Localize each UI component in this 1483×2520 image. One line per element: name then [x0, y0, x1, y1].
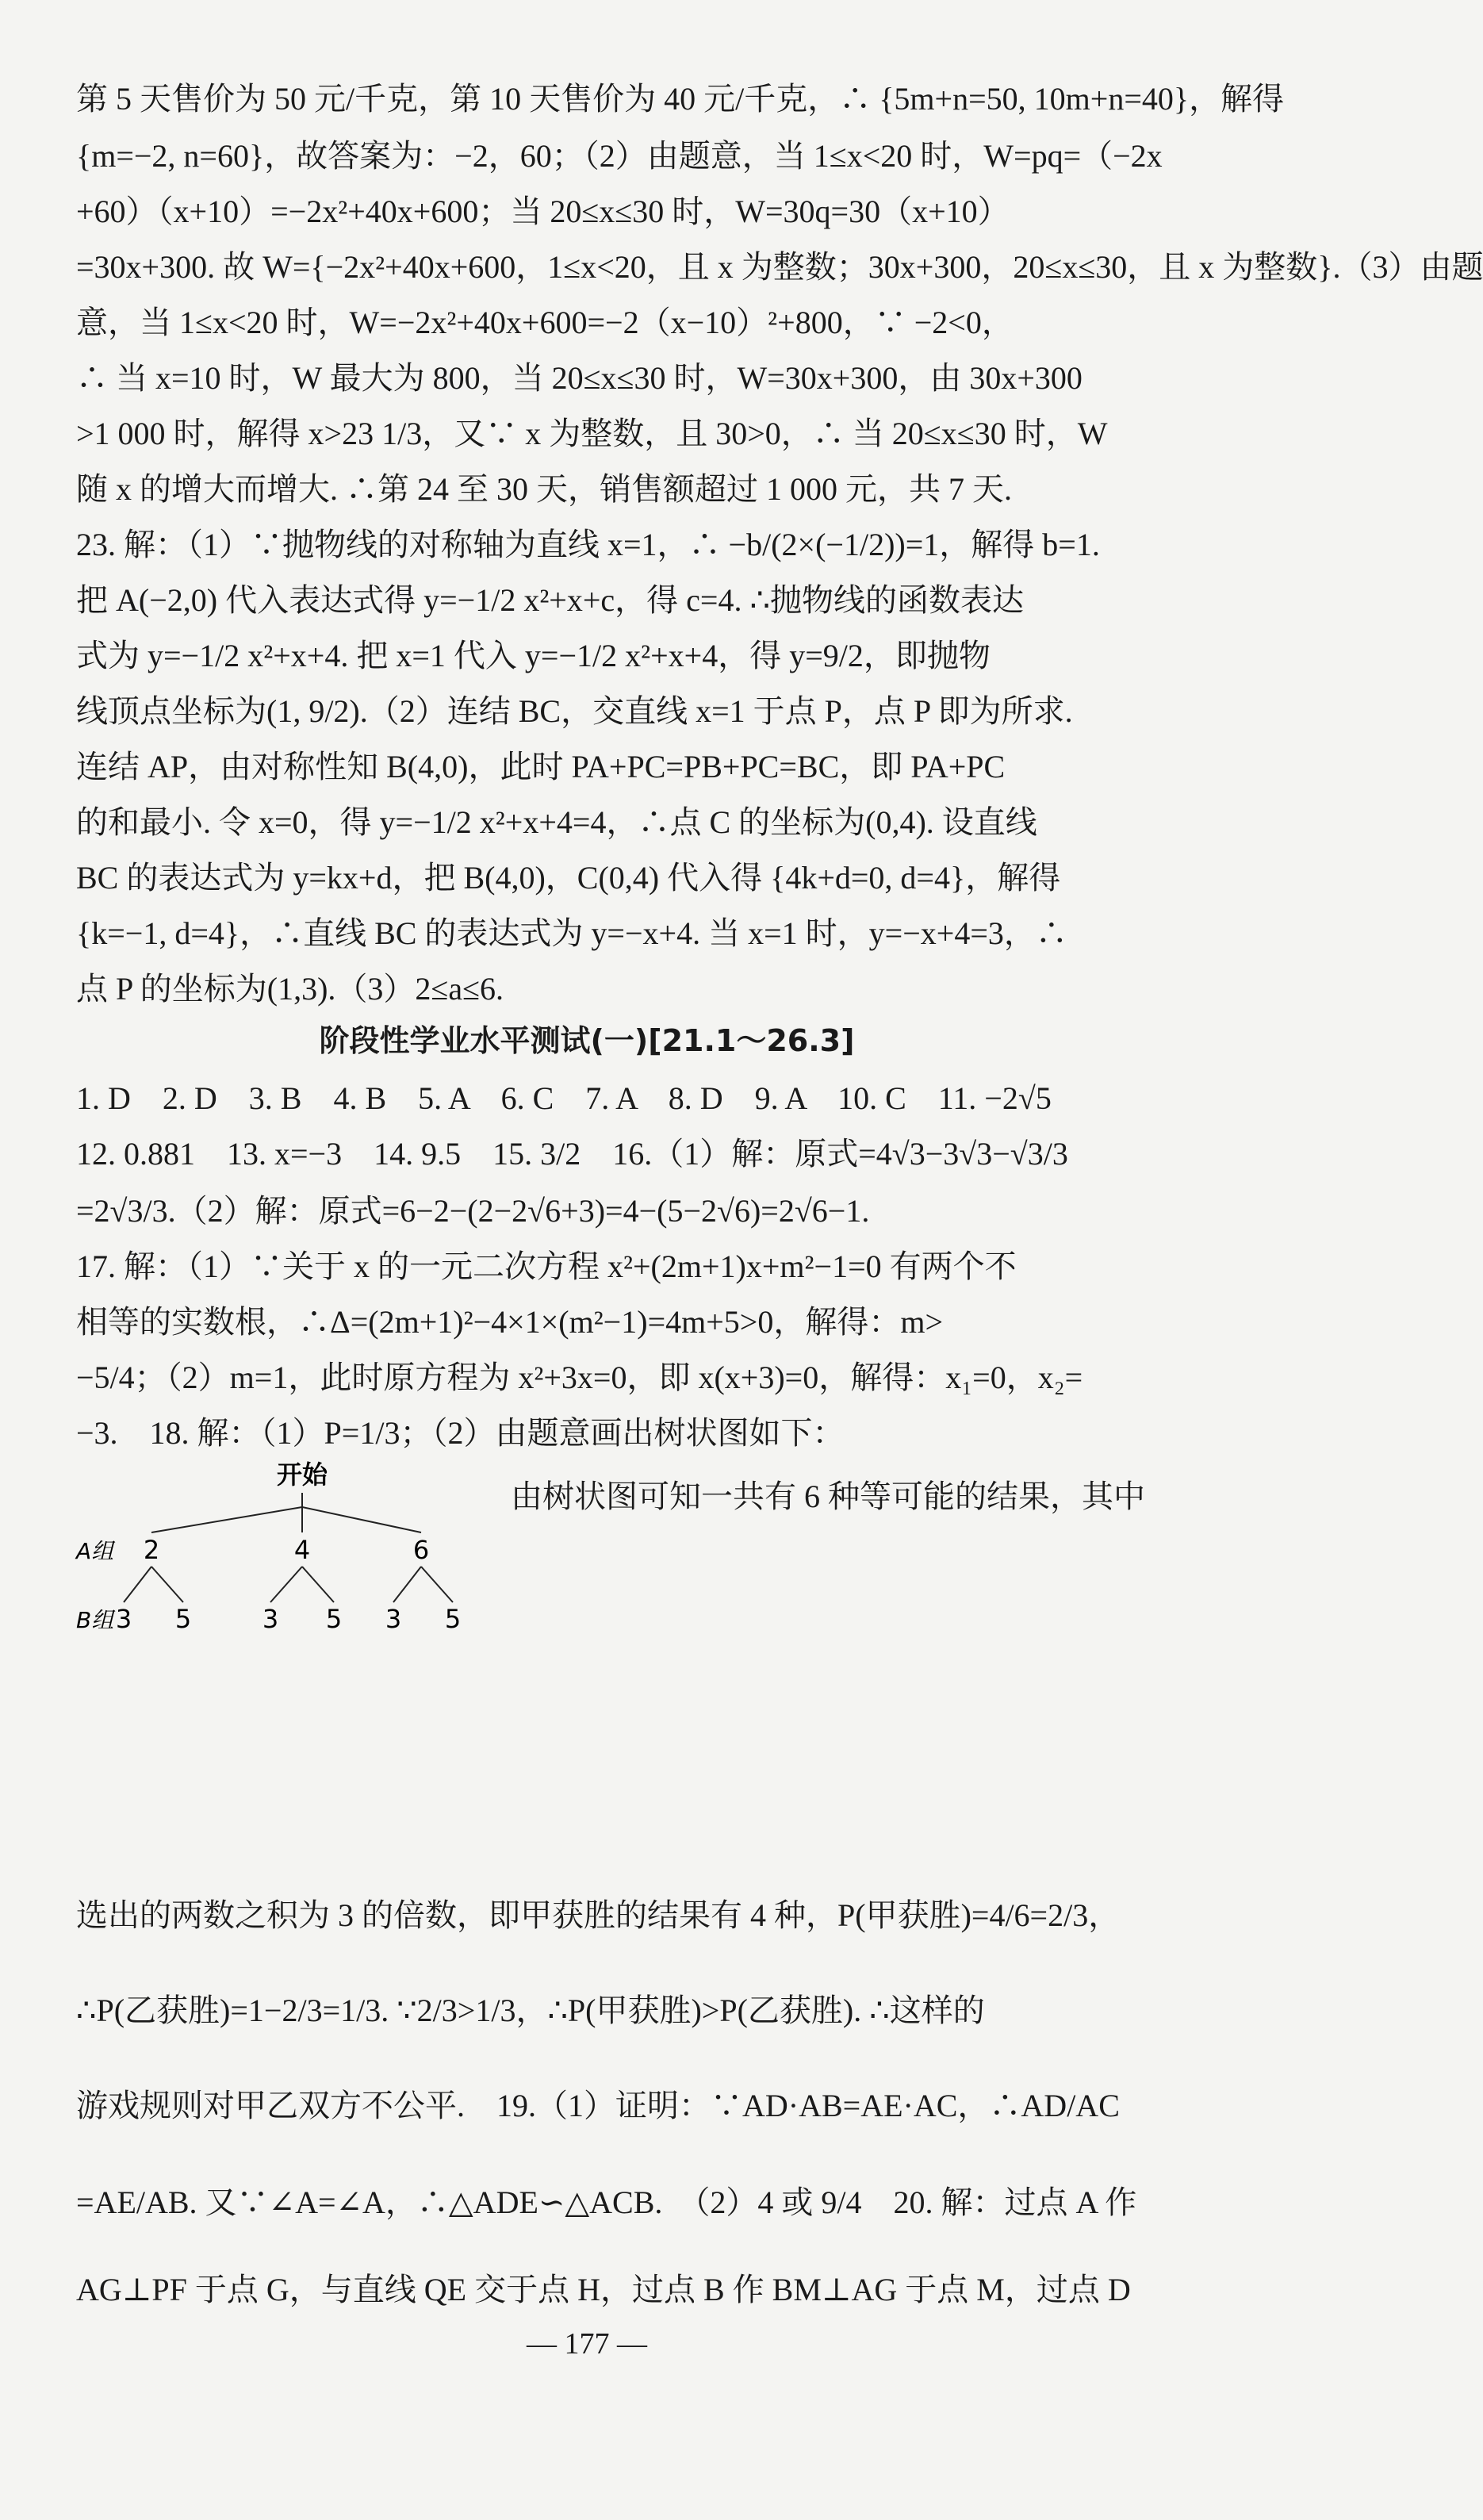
tree-node-a: 2	[143, 1535, 160, 1565]
tree-edge	[151, 1567, 183, 1602]
text-line: −5/4；（2）m=1，此时原方程为 x²+3x=0，即 x(x+3)=0，解得：x₁=0，x₂=	[76, 1360, 1083, 1395]
tree-node-b: 3	[115, 1604, 132, 1634]
page-number: — 177 —	[527, 2327, 647, 2361]
tree-node-a: 4	[293, 1535, 311, 1565]
tree-edge	[270, 1567, 302, 1602]
tree-edge	[393, 1567, 421, 1602]
text-line: 选出的两数之积为 3 的倍数，即甲获胜的结果有 4 种，P(甲获胜)=4/6=2/3，	[76, 1897, 1121, 1933]
text-line: 1. D 2. D 3. B 4. B 5. A 6. C 7. A 8. D 9. A 10. C 11. −2√5	[76, 1080, 1052, 1116]
tree-node-b: 3	[262, 1604, 279, 1634]
tree-row-b-label: B组	[76, 1607, 114, 1633]
tree-edge	[421, 1567, 453, 1602]
text-line: 23. 解：（1）∵抛物线的对称轴为直线 x=1，∴ −b/(2×(−1/2))=1，解得 b=1.	[76, 527, 1100, 562]
text-line: {m=−2, n=60}，故答案为：−2，60；（2）由题意，当 1≤x<20 时，W=pq=（−2x	[76, 138, 1163, 174]
text-line: 随 x 的增大而增大. ∴第 24 至 30 天，销售额超过 1 000 元，共 7 天.	[76, 471, 1012, 507]
tree-node-a: 6	[412, 1535, 430, 1565]
text-line: 游戏规则对甲乙双方不公平. 19.（1）证明：∵AD·AB=AE·AC，∴AD/AC	[76, 2088, 1120, 2123]
text-line: ∴ 当 x=10 时，W 最大为 800，当 20≤x≤30 时，W=30x+300，由 30x+300	[76, 360, 1083, 396]
text-line: >1 000 时，解得 x>23 1/3，又∵ x 为整数，且 30>0，∴ 当 20≤x≤30 时，W	[76, 416, 1108, 451]
tree-node-b: 5	[444, 1604, 462, 1634]
text-line: AG⊥PF 于点 G，与直线 QE 交于点 H，过点 B 作 BM⊥AG 于点 M，过点 D	[76, 2272, 1131, 2307]
text-line: −3. 18. 解：（1）P=1/3；（2）由题意画出树状图如下：	[76, 1415, 845, 1451]
text-line: 的和最小. 令 x=0，得 y=−1/2 x²+x+4=4，∴点 C 的坐标为(0,4). 设直线	[76, 804, 1037, 840]
tree-root-label: 开始	[276, 1459, 328, 1490]
tree-edge	[124, 1567, 151, 1602]
text-line: 把 A(−2,0) 代入表达式得 y=−1/2 x²+x+c，得 c=4. ∴抛物线的函数表达	[76, 582, 1024, 618]
tree-node-b: 5	[325, 1604, 343, 1634]
text-line: {k=−1, d=4}，∴直线 BC 的表达式为 y=−x+4. 当 x=1 时，y=−x+4=3，∴	[76, 915, 1067, 951]
text-line: 第 5 天售价为 50 元/千克，第 10 天售价为 40 元/千克，∴ {5m+n=50, 10m+n=40}，解得	[76, 81, 1285, 117]
text-line: 线顶点坐标为(1, 9/2).（2）连结 BC，交直线 x=1 于点 P，点 P 即为所求.	[76, 693, 1073, 729]
tree-node-b: 3	[385, 1604, 402, 1634]
text-line: 由树状图可知一共有 6 种等可能的结果，其中	[511, 1479, 1145, 1514]
text-line: =30x+300. 故 W={−2x²+40x+600，1≤x<20，且 x 为整数；30x+300，20≤x≤30，且 x 为整数}.（3）由题	[76, 249, 1483, 285]
text-line: 点 P 的坐标为(1,3).（3）2≤a≤6.	[76, 971, 504, 1007]
tree-row-a-label: A组	[76, 1538, 114, 1564]
text-line: BC 的表达式为 y=kx+d，把 B(4,0)，C(0,4) 代入得 {4k+d=0, d=4}，解得	[76, 860, 1061, 896]
section-title: 阶段性学业水平测试(一)[21.1～26.3]	[319, 1023, 855, 1058]
text-line: =2√3/3.（2）解：原式=6−2−(2−2√6+3)=4−(5−2√6)=2√6−1.	[76, 1193, 870, 1229]
text-line: ∴P(乙获胜)=1−2/3=1/3. ∵2/3>1/3，∴P(甲获胜)>P(乙获胜). ∴这样的	[76, 1993, 985, 2028]
text-line: 意，当 1≤x<20 时，W=−2x²+40x+600=−2（x−10）²+800，∵ −2<0，	[76, 305, 1014, 340]
text-line: 式为 y=−1/2 x²+x+4. 把 x=1 代入 y=−1/2 x²+x+4，得 y=9/2，即抛物	[76, 638, 991, 673]
tree-edge	[302, 1567, 334, 1602]
tree-diagram	[76, 1459, 504, 1650]
text-line: 连结 AP，由对称性知 B(4,0)，此时 PA+PC=PB+PC=BC，即 PA+PC	[76, 749, 1006, 784]
tree-node-b: 5	[174, 1604, 192, 1634]
text-line: 17. 解：（1）∵关于 x 的一元二次方程 x²+(2m+1)x+m²−1=0 有两个不	[76, 1248, 1017, 1284]
tree-edge	[151, 1507, 302, 1532]
text-line: +60）（x+10）=−2x²+40x+600；当 20≤x≤30 时，W=30q=30（x+10）	[76, 194, 1010, 229]
text-line: 相等的实数根，∴Δ=(2m+1)²−4×1×(m²−1)=4m+5>0，解得：m>	[76, 1304, 944, 1340]
tree-edge	[302, 1507, 421, 1532]
text-line: 12. 0.881 13. x=−3 14. 9.5 15. 3/2 16.（1）解：原式=4√3−3√3−√3/3	[76, 1136, 1068, 1172]
text-line: =AE/AB. 又∵∠A=∠A，∴△ADE∽△ACB. （2）4 或 9/4 20. 解：过点 A 作	[76, 2184, 1137, 2220]
